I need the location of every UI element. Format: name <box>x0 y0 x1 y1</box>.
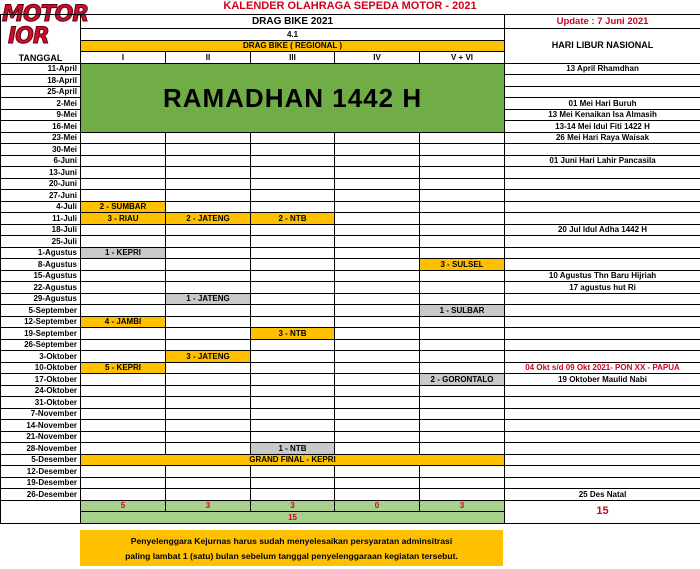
empty-cell <box>335 236 420 248</box>
empty-cell <box>166 328 251 340</box>
date-row <box>1 236 700 248</box>
empty-cell <box>251 236 335 248</box>
date-cell: 17-Oktober <box>1 374 81 386</box>
date-row <box>1 489 700 501</box>
empty-cell <box>420 477 505 489</box>
holiday-cell <box>505 397 700 409</box>
empty-cell <box>81 224 166 236</box>
empty-cell <box>335 339 420 351</box>
empty-cell <box>420 385 505 397</box>
empty-cell <box>420 328 505 340</box>
empty-cell <box>166 155 251 167</box>
update-label: Update : 7 Juni 2021 <box>505 15 700 29</box>
date-row <box>1 213 700 225</box>
date-cell: 24-Oktober <box>1 385 81 397</box>
empty-cell <box>166 397 251 409</box>
empty-cell <box>166 339 251 351</box>
date-cell: 6-Juni <box>1 155 81 167</box>
date-cell: 27-Juni <box>1 190 81 202</box>
holiday-cell <box>505 144 700 156</box>
empty-cell <box>335 385 420 397</box>
empty-cell <box>166 282 251 294</box>
empty-cell <box>166 362 251 374</box>
date-row <box>1 63 700 75</box>
holiday-cell: 17 agustus hut Ri <box>505 282 700 294</box>
holiday-cell: 13 April Rhamdhan <box>505 63 700 75</box>
holiday-cell: 26 Mei Hari Raya Waisak <box>505 132 700 144</box>
empty-cell <box>81 351 166 363</box>
date-row <box>1 477 700 489</box>
empty-cell <box>420 443 505 455</box>
empty-cell <box>335 155 420 167</box>
event-cell: 1 - KEPRI <box>81 247 166 259</box>
empty-cell <box>335 201 420 213</box>
empty-cell <box>335 178 420 190</box>
event-cell: 3 - JATENG <box>166 351 251 363</box>
empty-cell <box>335 489 420 501</box>
holiday-cell <box>505 466 700 478</box>
empty-cell <box>166 374 251 386</box>
date-cell: 4-Juli <box>1 201 81 213</box>
holiday-cell <box>505 86 700 98</box>
empty-cell <box>335 328 420 340</box>
empty-cell <box>251 351 335 363</box>
empty-cell <box>251 339 335 351</box>
empty-cell <box>335 167 420 179</box>
holiday-cell <box>505 385 700 397</box>
date-cell: 21-November <box>1 431 81 443</box>
empty-cell <box>335 213 420 225</box>
event-cell: 2 - JATENG <box>166 213 251 225</box>
column-total: 0 <box>335 500 420 512</box>
date-cell: 25-Juli <box>1 236 81 248</box>
date-cell: 30-Mei <box>1 144 81 156</box>
date-row <box>1 316 700 328</box>
holiday-cell <box>505 236 700 248</box>
date-cell: 16-Mei <box>1 121 81 133</box>
holiday-cell <box>505 316 700 328</box>
holiday-cell <box>505 420 700 432</box>
empty-cell <box>335 270 420 282</box>
date-row <box>1 259 700 271</box>
empty-cell <box>251 397 335 409</box>
empty-cell <box>335 305 420 317</box>
date-cell: 8-Agustus <box>1 259 81 271</box>
empty-cell <box>420 293 505 305</box>
date-cell: 15-Agustus <box>1 270 81 282</box>
empty-cell <box>420 270 505 282</box>
empty-cell <box>420 466 505 478</box>
empty-cell <box>81 167 166 179</box>
empty-cell <box>335 293 420 305</box>
empty-cell <box>166 477 251 489</box>
holiday-cell: 20 Jul Idul Adha 1442 H <box>505 224 700 236</box>
empty-cell <box>251 466 335 478</box>
empty-cell <box>420 236 505 248</box>
event-cell: 1 - JATENG <box>166 293 251 305</box>
holiday-header: HARI LIBUR NASIONAL <box>505 29 700 64</box>
empty-cell <box>335 408 420 420</box>
empty-cell <box>251 385 335 397</box>
empty-cell <box>251 190 335 202</box>
empty-cell <box>251 167 335 179</box>
empty-cell <box>420 201 505 213</box>
empty-cell <box>81 443 166 455</box>
holiday-cell <box>505 259 700 271</box>
date-row <box>1 339 700 351</box>
empty-cell <box>166 224 251 236</box>
holiday-cell <box>505 454 700 466</box>
empty-cell <box>81 270 166 282</box>
empty-cell <box>166 167 251 179</box>
date-row <box>1 328 700 340</box>
date-row <box>1 351 700 363</box>
empty-cell <box>420 282 505 294</box>
empty-cell <box>166 270 251 282</box>
empty-cell <box>166 247 251 259</box>
empty-cell <box>166 420 251 432</box>
empty-cell <box>81 397 166 409</box>
empty-cell <box>166 259 251 271</box>
date-cell: 18-Juli <box>1 224 81 236</box>
event-cell: 5 - KEPRI <box>81 362 166 374</box>
holiday-cell: 13 Mei Kenaikan Isa Almasih <box>505 109 700 121</box>
column-header-3: III <box>251 52 335 64</box>
holiday-cell <box>505 431 700 443</box>
date-cell: 10-Oktober <box>1 362 81 374</box>
empty-cell <box>81 339 166 351</box>
empty-cell <box>420 431 505 443</box>
holiday-cell: 01 Juni Hari Lahir Pancasila <box>505 155 700 167</box>
date-row <box>1 408 700 420</box>
empty-cell <box>251 155 335 167</box>
empty-cell <box>335 316 420 328</box>
empty-cell <box>420 489 505 501</box>
holiday-cell <box>505 75 700 87</box>
empty-cell <box>420 167 505 179</box>
empty-cell <box>420 408 505 420</box>
empty-cell <box>251 270 335 282</box>
date-cell: 9-Mei <box>1 109 81 121</box>
event-cell: 2 - NTB <box>251 213 335 225</box>
note-line-2: paling lambat 1 (satu) bulan sebelum tanggal penyelenggaraan kegiatan tersebut. <box>125 551 458 561</box>
empty-cell <box>251 259 335 271</box>
empty-cell <box>166 236 251 248</box>
holiday-cell: 01 Mei Hari Buruh <box>505 98 700 110</box>
empty-cell <box>420 224 505 236</box>
holiday-cell <box>505 339 700 351</box>
empty-cell <box>420 132 505 144</box>
date-cell: 31-Oktober <box>1 397 81 409</box>
tanggal-header: TANGGAL <box>1 15 81 64</box>
empty-cell <box>335 132 420 144</box>
date-row <box>1 224 700 236</box>
date-cell: 11-April <box>1 63 81 75</box>
empty-cell <box>335 351 420 363</box>
empty-cell <box>420 362 505 374</box>
empty-cell <box>166 489 251 501</box>
empty-cell <box>251 374 335 386</box>
event-cell: 4 - JAMBI <box>81 316 166 328</box>
empty-cell <box>166 431 251 443</box>
empty-cell <box>251 316 335 328</box>
empty-cell <box>335 144 420 156</box>
empty-cell <box>251 247 335 259</box>
column-header-5: V + VI <box>420 52 505 64</box>
holiday-cell <box>505 443 700 455</box>
holiday-cell: 04 Okt s/d 09 Okt 2021- PON XX - PAPUA <box>505 362 700 374</box>
event-code: 4.1 <box>81 29 505 41</box>
date-row <box>1 397 700 409</box>
empty-cell <box>251 282 335 294</box>
date-cell: 29-Agustus <box>1 293 81 305</box>
empty-cell <box>420 247 505 259</box>
empty-cell <box>81 132 166 144</box>
date-row <box>1 155 700 167</box>
event-cell: 1 - NTB <box>251 443 335 455</box>
date-cell: 2-Mei <box>1 98 81 110</box>
ramadhan-banner: RAMADHAN 1442 H <box>81 63 505 132</box>
empty-cell <box>420 178 505 190</box>
date-cell: 12-Desember <box>1 466 81 478</box>
holiday-cell: 19 Oktober Maulid Nabi <box>505 374 700 386</box>
empty-cell <box>251 201 335 213</box>
date-row <box>1 466 700 478</box>
empty-cell <box>166 408 251 420</box>
empty-cell <box>251 362 335 374</box>
date-cell: 22-Agustus <box>1 282 81 294</box>
empty-cell <box>335 259 420 271</box>
date-cell: 19-September <box>1 328 81 340</box>
logo-line-2: IOR <box>8 24 49 49</box>
holiday-cell <box>505 328 700 340</box>
empty-cell <box>251 431 335 443</box>
empty-cell <box>335 420 420 432</box>
holiday-cell <box>505 247 700 259</box>
date-row <box>1 431 700 443</box>
date-cell: 5-Desember <box>1 454 81 466</box>
empty-cell <box>420 351 505 363</box>
date-row <box>1 190 700 202</box>
empty-cell <box>420 155 505 167</box>
column-total: 3 <box>420 500 505 512</box>
empty-cell <box>335 466 420 478</box>
empty-cell <box>335 374 420 386</box>
holiday-cell: 25 Des Natal <box>505 489 700 501</box>
date-cell: 18-April <box>1 75 81 87</box>
date-row <box>1 443 700 455</box>
date-row <box>1 270 700 282</box>
empty-cell <box>81 305 166 317</box>
column-header-2: II <box>166 52 251 64</box>
holiday-cell <box>505 178 700 190</box>
empty-cell <box>335 443 420 455</box>
empty-cell <box>81 374 166 386</box>
grand-total: 15 <box>81 512 505 524</box>
holiday-cell <box>505 201 700 213</box>
event-cell: 3 - NTB <box>251 328 335 340</box>
date-cell: 7-November <box>1 408 81 420</box>
empty-cell <box>251 305 335 317</box>
empty-cell <box>166 178 251 190</box>
totals-row <box>1 500 700 512</box>
empty-cell <box>420 144 505 156</box>
calendar-table <box>0 14 700 524</box>
empty-cell <box>251 224 335 236</box>
holiday-total: 15 <box>505 500 700 523</box>
empty-cell <box>166 466 251 478</box>
column-header-4: IV <box>335 52 420 64</box>
date-cell: 5-September <box>1 305 81 317</box>
empty-cell <box>251 420 335 432</box>
empty-cell <box>420 397 505 409</box>
holiday-cell <box>505 408 700 420</box>
note-box <box>80 530 503 566</box>
holiday-cell <box>505 213 700 225</box>
date-cell: 11-Juli <box>1 213 81 225</box>
date-cell: 3-Oktober <box>1 351 81 363</box>
empty-cell <box>335 362 420 374</box>
date-row <box>1 374 700 386</box>
empty-cell <box>81 431 166 443</box>
empty-cell <box>81 259 166 271</box>
column-total: 3 <box>166 500 251 512</box>
date-row <box>1 282 700 294</box>
empty-cell <box>166 190 251 202</box>
date-row <box>1 305 700 317</box>
date-cell: 14-November <box>1 420 81 432</box>
header-row-2 <box>1 29 700 41</box>
date-row <box>1 144 700 156</box>
column-total: 3 <box>251 500 335 512</box>
holiday-cell: 10 Agustus Thn Baru Hijriah <box>505 270 700 282</box>
empty-cell <box>166 385 251 397</box>
empty-cell <box>81 420 166 432</box>
date-cell: 25-April <box>1 86 81 98</box>
empty-cell <box>335 190 420 202</box>
empty-cell <box>81 236 166 248</box>
category-header: DRAG BIKE ( REGIONAL ) <box>81 40 505 52</box>
empty-cell <box>335 397 420 409</box>
empty-cell <box>335 477 420 489</box>
date-row <box>1 247 700 259</box>
empty-cell <box>81 293 166 305</box>
date-row <box>1 362 700 374</box>
page-title: KALENDER OLAHRAGA SEPEDA MOTOR - 2021 <box>223 0 477 12</box>
event-header: DRAG BIKE 2021 <box>81 15 505 29</box>
date-cell: 13-Juni <box>1 167 81 179</box>
empty-cell <box>166 144 251 156</box>
empty-cell <box>81 190 166 202</box>
date-cell: 19-Desember <box>1 477 81 489</box>
event-cell: 2 - SUMBAR <box>81 201 166 213</box>
empty-cell <box>81 466 166 478</box>
column-total: 5 <box>81 500 166 512</box>
note-line-1: Penyelenggara Kejurnas harus sudah menyelesaikan persyaratan adminsitrasi <box>130 536 453 546</box>
header-row-1 <box>1 15 700 29</box>
date-row <box>1 201 700 213</box>
date-cell: 20-Juni <box>1 178 81 190</box>
empty-cell <box>81 155 166 167</box>
empty-cell <box>420 316 505 328</box>
holiday-cell <box>505 305 700 317</box>
empty-cell <box>251 477 335 489</box>
empty-cell <box>81 328 166 340</box>
empty-cell <box>251 293 335 305</box>
date-row <box>1 132 700 144</box>
empty-cell <box>166 443 251 455</box>
empty-cell <box>81 385 166 397</box>
empty-cell <box>81 477 166 489</box>
date-cell: 23-Mei <box>1 132 81 144</box>
empty-cell <box>166 201 251 213</box>
holiday-cell: 13-14 Mei Idul Fiti 1422 H <box>505 121 700 133</box>
empty-cell <box>251 489 335 501</box>
totals-label <box>1 500 81 523</box>
empty-cell <box>420 213 505 225</box>
empty-cell <box>335 247 420 259</box>
date-row <box>1 454 700 466</box>
event-cell: 3 - SULSEL <box>420 259 505 271</box>
logo-line-1: MOTOR <box>2 2 89 27</box>
holiday-cell <box>505 477 700 489</box>
empty-cell <box>335 431 420 443</box>
grand-final-cell: GRAND FINAL - KEPRI <box>81 454 505 466</box>
holiday-cell <box>505 167 700 179</box>
column-header-1: I <box>81 52 166 64</box>
date-cell: 28-November <box>1 443 81 455</box>
empty-cell <box>251 132 335 144</box>
holiday-cell <box>505 190 700 202</box>
empty-cell <box>81 408 166 420</box>
date-cell: 26-Desember <box>1 489 81 501</box>
empty-cell <box>335 282 420 294</box>
date-row <box>1 178 700 190</box>
event-cell: 1 - SULBAR <box>420 305 505 317</box>
empty-cell <box>81 489 166 501</box>
date-row <box>1 420 700 432</box>
date-cell: 12-September <box>1 316 81 328</box>
date-cell: 26-September <box>1 339 81 351</box>
empty-cell <box>81 282 166 294</box>
holiday-cell <box>505 351 700 363</box>
date-row <box>1 385 700 397</box>
date-row <box>1 167 700 179</box>
empty-cell <box>420 190 505 202</box>
event-cell: 2 - GORONTALO <box>420 374 505 386</box>
event-cell: 3 - RIAU <box>81 213 166 225</box>
empty-cell <box>166 316 251 328</box>
empty-cell <box>251 178 335 190</box>
holiday-cell <box>505 293 700 305</box>
empty-cell <box>335 224 420 236</box>
date-row <box>1 293 700 305</box>
date-cell: 1-Agustus <box>1 247 81 259</box>
empty-cell <box>420 339 505 351</box>
empty-cell <box>166 305 251 317</box>
empty-cell <box>81 144 166 156</box>
empty-cell <box>166 132 251 144</box>
empty-cell <box>251 144 335 156</box>
empty-cell <box>420 420 505 432</box>
empty-cell <box>251 408 335 420</box>
empty-cell <box>81 178 166 190</box>
